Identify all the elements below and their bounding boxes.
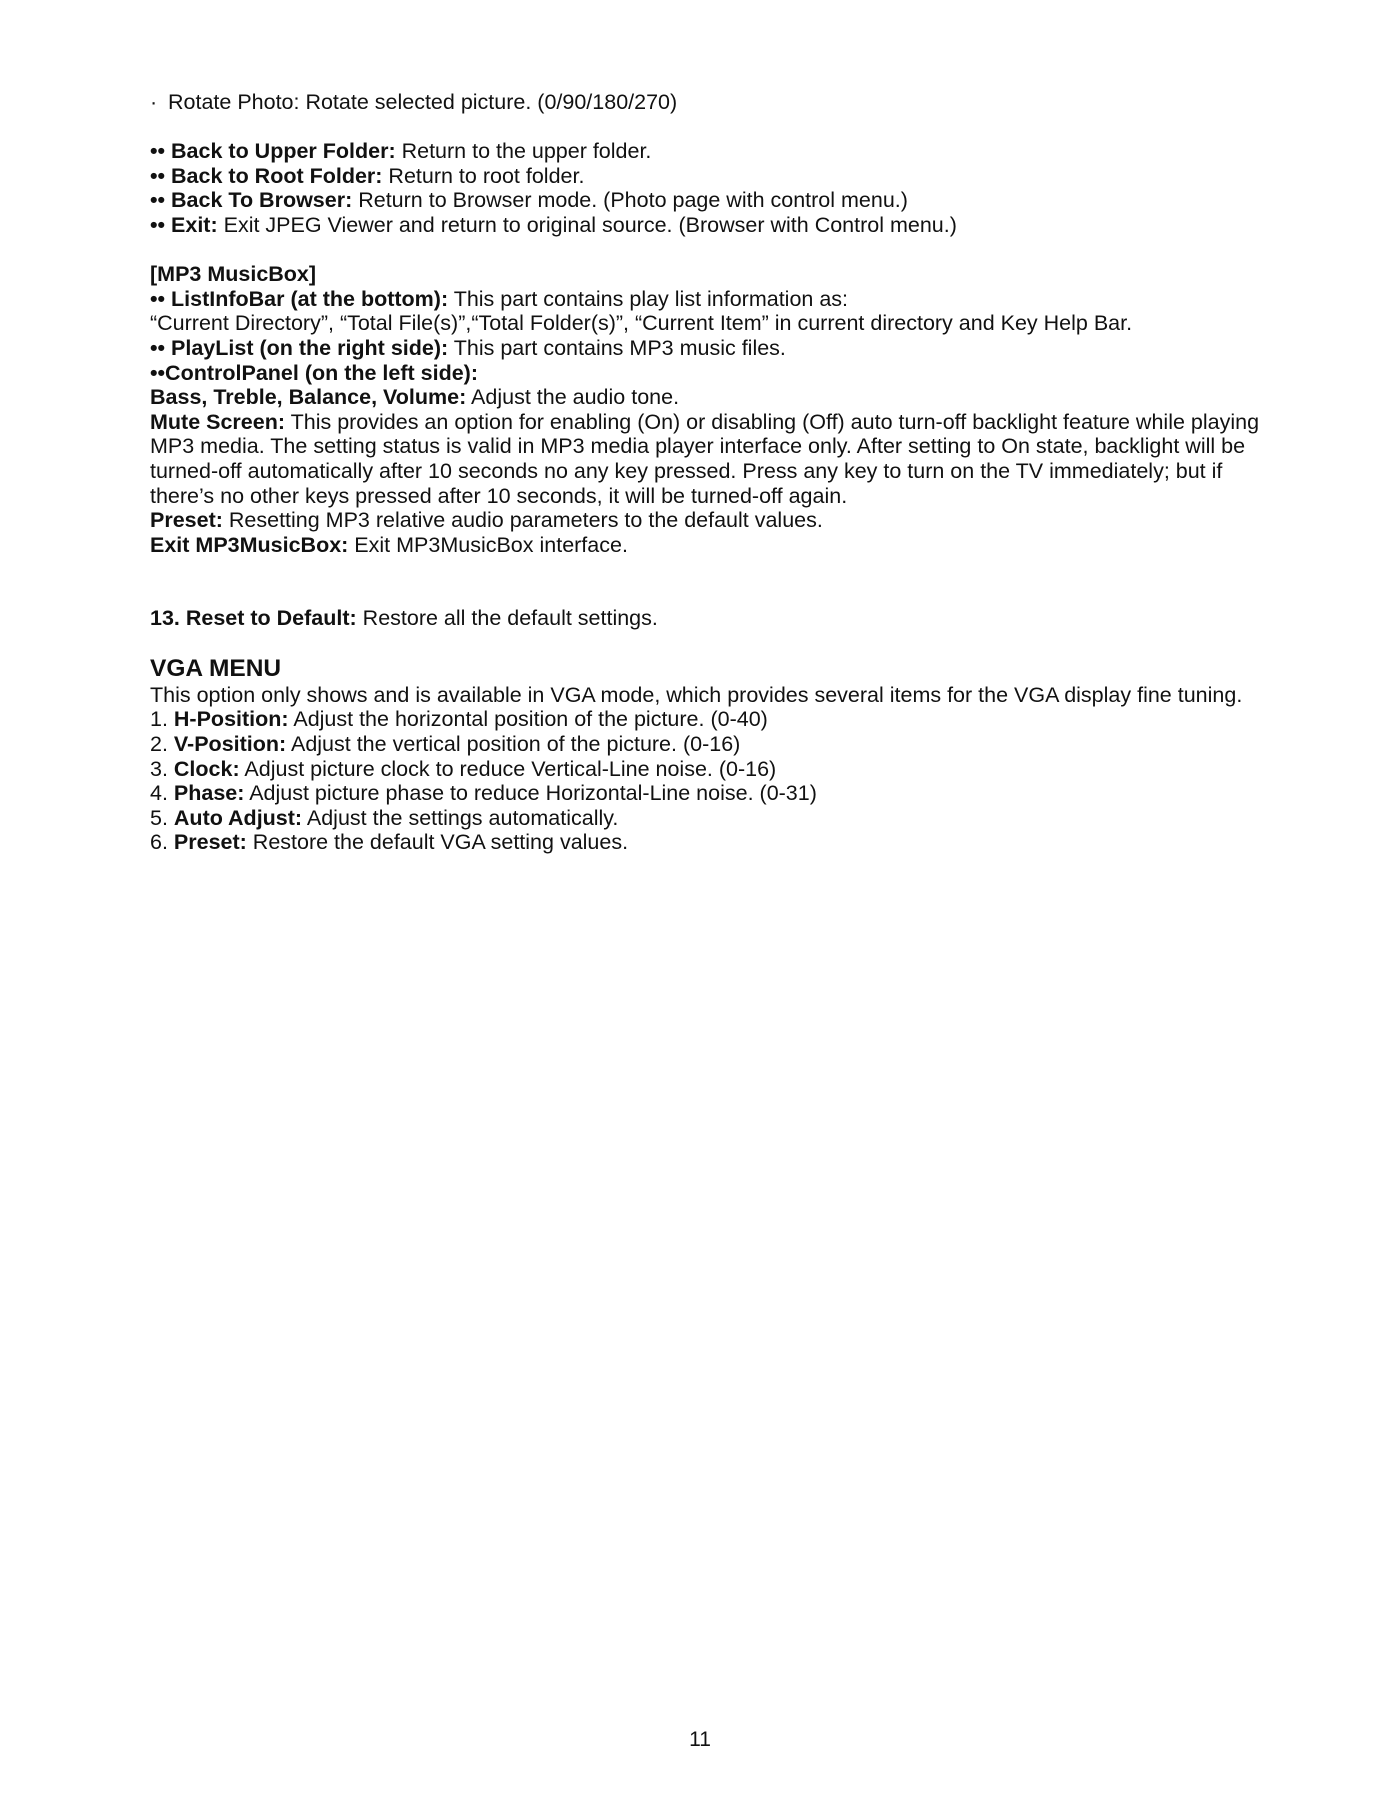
reset-line: 13. Reset to Default: Restore all the default settings.	[150, 606, 658, 631]
section-heading: [MP3 MusicBox]	[150, 262, 317, 287]
bullet: ·	[150, 90, 158, 114]
item-label: Exit:	[171, 212, 218, 237]
list-item: 6. Preset: Restore the default VGA setting values.	[150, 830, 629, 855]
item-label: 13. Reset to Default:	[150, 606, 357, 631]
mp3-section	[150, 262, 1260, 557]
rotate-photo-line	[150, 90, 1260, 115]
item-label: Bass, Treble, Balance, Volume:	[150, 385, 467, 410]
item-label: Preset:	[150, 508, 223, 533]
playlist-line: •• PlayList (on the right side): This part contains MP3 music files.	[150, 335, 786, 360]
item-label: Back to Root Folder:	[171, 163, 383, 188]
list-item: •• Back to Upper Folder: Return to the upper folder.	[150, 139, 652, 164]
item-label: Back to Upper Folder:	[171, 139, 396, 164]
item-text: Return to root folder.	[382, 163, 585, 188]
photo-options-list	[150, 139, 1260, 237]
preset-line: Preset: Resetting MP3 relative audio parameters to the default values.	[150, 508, 823, 533]
list-item: 4. Phase: Adjust picture phase to reduce Horizontal-Line noise. (0-31)	[150, 781, 817, 806]
item-text: Exit JPEG Viewer and return to original source. (Browser with Control menu.)	[217, 212, 957, 237]
list-item: 5. Auto Adjust: Adjust the settings automatically.	[150, 805, 619, 830]
rotate-photo-text: Rotate Photo: Rotate selected picture. (0/90/180/270)	[168, 90, 678, 114]
item-label: •• ListInfoBar (at the bottom):	[150, 286, 449, 311]
exit-line: Exit MP3MusicBox: Exit MP3MusicBox interface.	[150, 532, 628, 557]
item-text: Return to Browser mode. (Photo page with control menu.)	[352, 188, 908, 213]
document-page	[150, 90, 1260, 855]
vga-intro: This option only shows and is available in VGA mode, which provides several items for the VGA display fine tuning.	[150, 682, 1243, 707]
list-item: 2. V-Position: Adjust the vertical position of the picture. (0-16)	[150, 732, 741, 757]
controlpanel-line: ••ControlPanel (on the left side):	[150, 360, 479, 385]
listinfobar-line: •• ListInfoBar (at the bottom): This part contains play list information as:	[150, 286, 849, 311]
list-item: 3. Clock: Adjust picture clock to reduce Vertical-Line noise. (0-16)	[150, 756, 777, 781]
list-item: •• Exit: Exit JPEG Viewer and return to original source. (Browser with Control menu.)	[150, 212, 957, 237]
bass-line: Bass, Treble, Balance, Volume: Adjust the audio tone.	[150, 385, 680, 410]
listinfobar-detail: “Current Directory”, “Total File(s)”,“Total Folder(s)”, “Current Item” in current directory and Key Help Bar.	[150, 311, 1133, 336]
list-item: •• Back to Root Folder: Return to root folder.	[150, 163, 585, 188]
item-text: Return to the upper folder.	[395, 139, 652, 164]
list-item: •• Back To Browser: Return to Browser mode. (Photo page with control menu.)	[150, 188, 908, 213]
section-heading: VGA MENU	[150, 654, 282, 682]
item-label: Mute Screen:	[150, 409, 286, 434]
page-number: 11	[689, 1728, 711, 1751]
mute-screen-paragraph: Mute Screen: This provides an option for enabling (On) or disabling (Off) auto turn-off backlight feature while playing MP3 media. The setting status is valid in MP3 media player interface only. After setting to On state, backlight will be turned-off automatically after 10 seconds no any key pressed. Press any key to turn on the TV immediately; but if there’s no other keys pressed after 10 seconds, it will be turned-off again.	[150, 409, 1260, 508]
vga-section	[150, 655, 1260, 855]
item-label: Back To Browser:	[171, 188, 353, 213]
item-label: Exit MP3MusicBox:	[150, 532, 349, 557]
list-item: 1. H-Position: Adjust the horizontal position of the picture. (0-40)	[150, 707, 768, 732]
item-label: •• PlayList (on the right side):	[150, 335, 449, 360]
